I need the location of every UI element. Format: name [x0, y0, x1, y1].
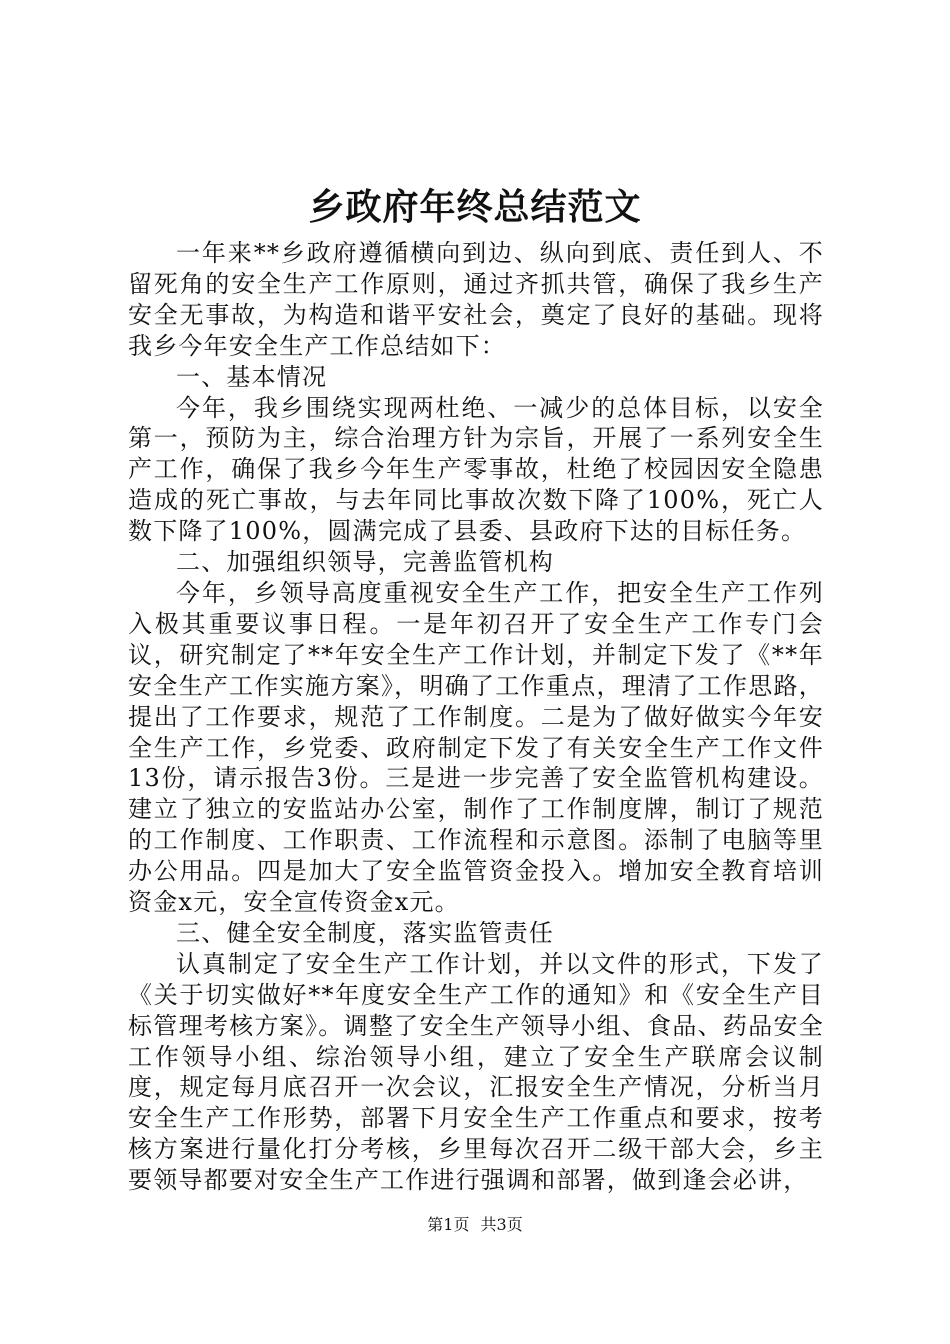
paragraph-organization: 今年，乡领导高度重视安全生产工作，把安全生产工作列入极其重要议事日程。一是年初召开了安全生产工作专门会议，研究制定了**年安全生产工作计划，并制定下发了《**年安全生产工作实施方案》，明确了工作重点，理清了工作思路，提出了工作要求，规范了工作制度。二是为了做好做实今年安全生产工作，乡党委、政府制定下发了有关安全生产工作文件13份，请示报告3份。三是进一步完善了安全监管机构建设。建立了独立的安监站办公室，制作了工作制度牌，制订了规范的工作制度、工作职责、工作流程和示意图。添制了电脑等里办公用品。四是加大了安全监管资金投入。增加安全教育培训资金x元，安全宣传资金x元。: [128, 578, 824, 917]
section-heading-1: 一、基本情况: [176, 362, 328, 391]
document-body: [128, 238, 824, 1196]
paragraph-intro: 一年来**乡政府遵循横向到边、纵向到底、责任到人、不留死角的安全生产工作原则，通过齐抓共管，确保了我乡生产安全无事故，为构造和谐平安社会，奠定了良好的基础。现将我乡今年安全生产工作总结如下：: [128, 239, 824, 360]
page-number: 第1页: [427, 1215, 470, 1234]
page-footer: [0, 1213, 950, 1237]
paragraph-safety-system: 认真制定了安全生产工作计划，并以文件的形式，下发了《关于切实做好**年度安全生产工作的通知》和《安全生产目标管理考核方案》。调整了安全生产领导小组、食品、药品安全工作领导小组、综治领导小组，建立了安全生产联席会议制度，规定每月底召开一次会议，汇报安全生产情况，分析当月安全生产工作形势，部署下月安全生产工作重点和要求，按考核方案进行量化打分考核，乡里每次召开二级干部大会，乡主要领导都要对安全生产工作进行强调和部署，做到逢会必讲，: [128, 949, 824, 1195]
section-heading-2: 二、加强组织领导，完善监管机构: [176, 548, 554, 577]
page-total: 共3页: [480, 1215, 523, 1234]
document-title: 乡政府年终总结范文: [308, 186, 642, 228]
paragraph-basic-situation: 今年，我乡围绕实现两杜绝、一减少的总体目标，以安全第一，预防为主，综合治理方针为宗旨，开展了一系列安全生产工作，确保了我乡今年生产零事故，杜绝了校园因安全隐患造成的死亡事故，与去年同比事故次数下降了100%，死亡人数下降了100%，圆满完成了县委、县政府下达的目标任务。: [128, 393, 824, 546]
section-heading-3: 三、健全安全制度，落实监管责任: [176, 918, 554, 947]
